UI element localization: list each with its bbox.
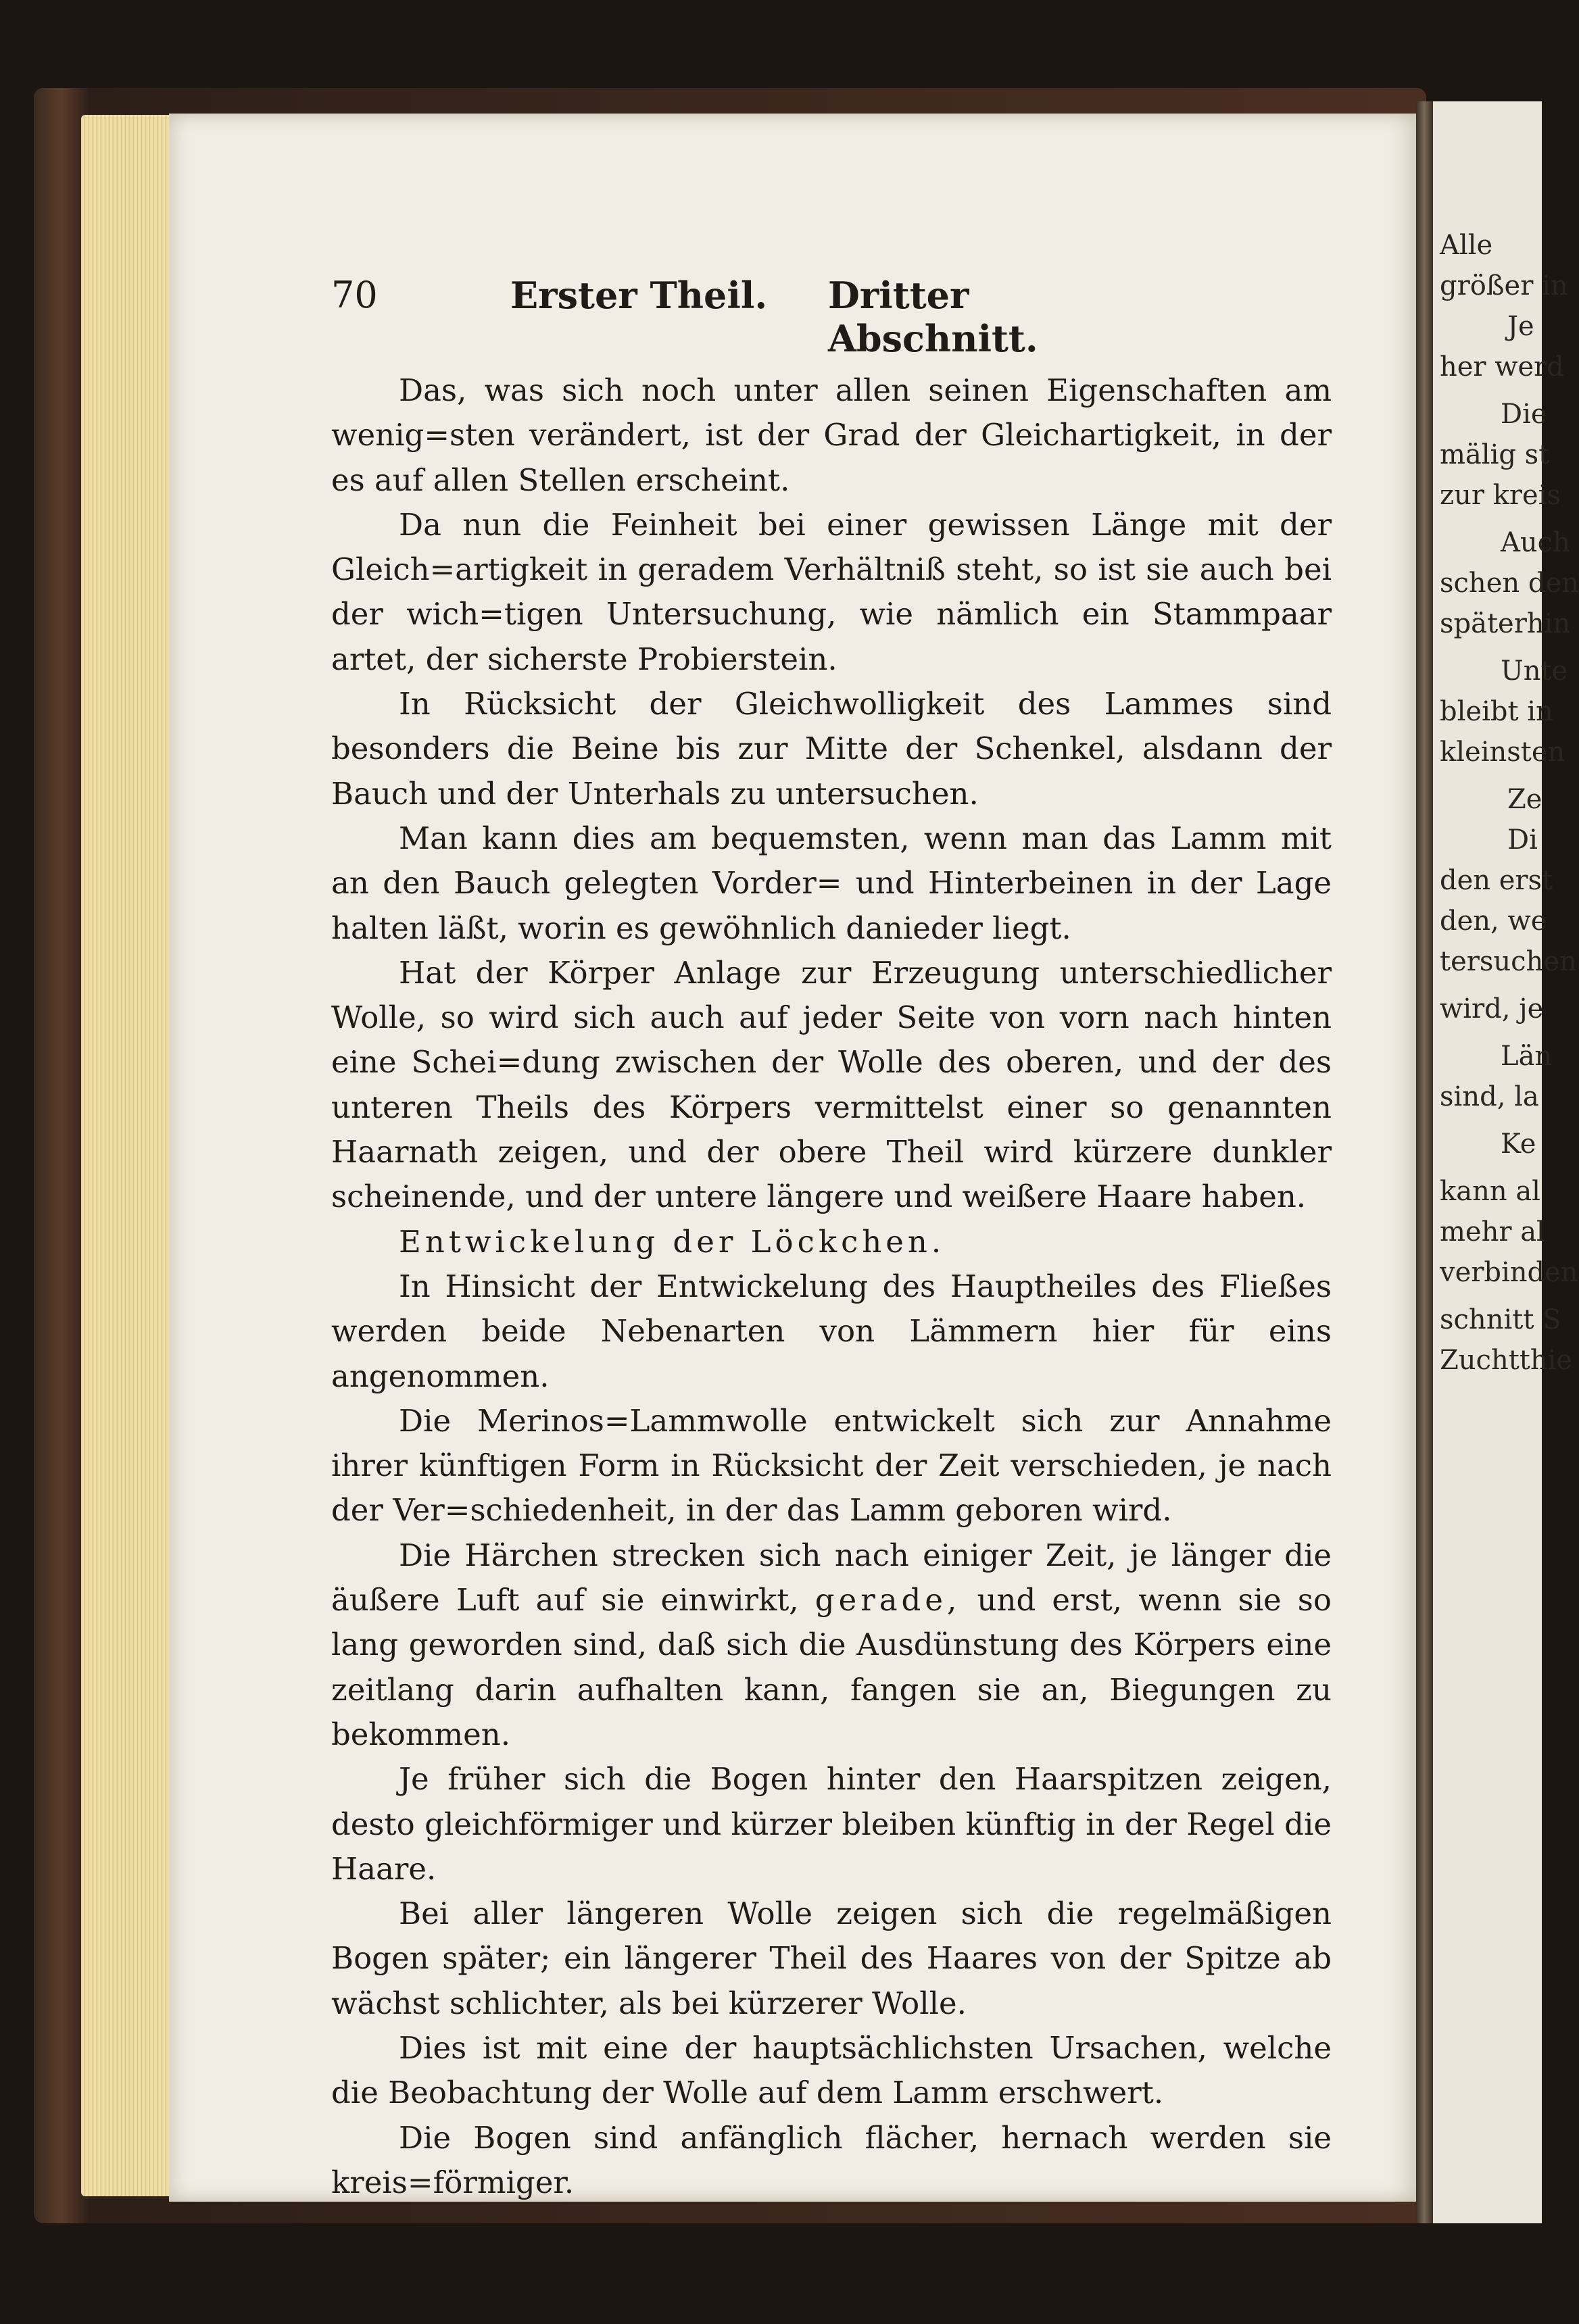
paragraph: Je früher sich die Bogen hinter den Haarspitzen zeigen, desto gleichförmiger und kürzer bleiben künftig in der Regel die Haare. <box>331 1761 1332 1887</box>
next-page-fragment: Die <box>1501 399 1547 430</box>
section-title: Dritter Abschnitt. <box>828 274 1038 360</box>
paragraph: Da nun die Feinheit bei einer gewissen Länge mit der Gleich=artigkeit in geradem Verhältniß steht, so ist sie auch bei der wich=tigen Untersuchung, wie nämlich ein Stammpaar artet, der sicherste Probierstein. <box>331 506 1332 677</box>
emphasized-word: gerade, <box>815 1582 961 1618</box>
next-page-fragment: Unte <box>1501 656 1568 687</box>
page-number: 70 <box>331 274 378 316</box>
part-title: Erster Theil. <box>510 274 768 317</box>
next-page-fragment: mehr al <box>1440 1216 1545 1247</box>
next-page-fragment: den erst <box>1440 865 1553 896</box>
next-page-fragment: Län <box>1501 1041 1553 1072</box>
subheading: Entwickelung der Löckchen. <box>399 1223 946 1260</box>
paragraph <box>331 1533 1332 1757</box>
paragraph: Die Merinos=Lammwolle entwickelt sich zur Annahme ihrer künftigen Form in Rücksicht der Zeit verschieden, je nach der Ver=schiedenheit, in der das Lamm geboren wird. <box>331 1402 1332 1529</box>
next-page-fragment: verbinden <box>1440 1257 1578 1288</box>
next-page-fragment: sind, la <box>1440 1081 1539 1112</box>
next-page-fragment: bleibt in <box>1440 696 1553 727</box>
next-page-fragment: her werd <box>1440 351 1564 382</box>
next-page-fragment: zur kreis <box>1440 480 1561 511</box>
paragraph-text: und erst, wenn sie so lang geworden sind, daß sich die Ausdünstung des Körpers eine zeitlang darin aufhalten kann, fangen sie an, Biegungen zu bekommen. <box>331 1582 1332 1752</box>
next-page-fragment: Zuchtthie <box>1440 1345 1573 1376</box>
paragraph: In Hinsicht der Entwickelung des Hauptheiles des Fließes werden beide Nebenarten von Lämmern hier für eins angenommen. <box>331 1268 1332 1394</box>
paragraph: In Rücksicht der Gleichwolligkeit des Lammes sind besonders die Beine bis zur Mitte der Schenkel, alsdann der Bauch und der Unterhals zu untersuchen. <box>331 686 1332 812</box>
paragraph: Das, was sich noch unter allen seinen Eigenschaften am wenig=sten verändert, ist der Grad der Gleichartigkeit, in der es auf allen Stellen erscheint. <box>331 372 1332 498</box>
paragraph-text: Die Härchen strecken sich nach einiger Zeit, je länger die äußere Luft auf sie einwirkt, <box>331 1537 1332 1618</box>
body-text <box>331 368 1332 2205</box>
next-page-fragment: schnitt S <box>1440 1304 1561 1335</box>
next-page-fragment: mälig st <box>1440 439 1550 470</box>
next-page-fragment: kann al <box>1440 1176 1540 1207</box>
next-page-fragment: schen den <box>1440 568 1579 599</box>
next-page-fragment: größer in <box>1440 270 1568 301</box>
next-page-fragment: Di <box>1507 824 1538 856</box>
next-page-fragment: Ze <box>1507 784 1542 815</box>
next-page-edge <box>1433 101 1579 2223</box>
next-page-fragment: Je <box>1507 311 1534 342</box>
next-page-fragment: kleinsten <box>1440 737 1565 768</box>
next-page-fragment: wird, je <box>1440 993 1544 1024</box>
page-edges <box>81 115 176 2196</box>
next-page-fragment: tersuchen <box>1440 946 1577 977</box>
paragraph: Die Bogen sind anfänglich flächer, hernach werden sie kreis=förmiger. <box>331 2119 1332 2200</box>
paragraph: Dies ist mit eine der hauptsächlichsten Ursachen, welche die Beobachtung der Wolle auf dem Lamm erschwert. <box>331 2029 1332 2111</box>
paragraph: Man kann dies am bequemsten, wenn man das Lamm mit an den Bauch gelegten Vorder= und Hinterbeinen in der Lage halten läßt, worin es gewöhnlich danieder liegt. <box>331 820 1332 946</box>
next-page-fragment: späterhin <box>1440 608 1571 639</box>
next-page-fragment: Ke <box>1501 1129 1536 1160</box>
next-page-fragment: Auch <box>1501 527 1570 558</box>
running-header <box>331 274 1142 360</box>
paragraph: Hat der Körper Anlage zur Erzeugung unterschiedlicher Wolle, so wird sich auch auf jeder Seite von vorn nach hinten eine Schei=dung zwischen der Wolle des oberen, und der des unteren Theils des Körpers vermittelst einer so genannten Haarnath zeigen, und der obere Theil wird kürzere dunkler scheinende, und der untere längere und weißere Haare haben. <box>331 954 1332 1215</box>
next-page-fragment: Alle <box>1440 230 1493 261</box>
next-page-fragment: den, we <box>1440 906 1547 937</box>
paragraph: Bei aller längeren Wolle zeigen sich die regelmäßigen Bogen später; ein längerer Theil des Haares von der Spitze ab wächst schlichter, als bei kürzerer Wolle. <box>331 1896 1332 2021</box>
